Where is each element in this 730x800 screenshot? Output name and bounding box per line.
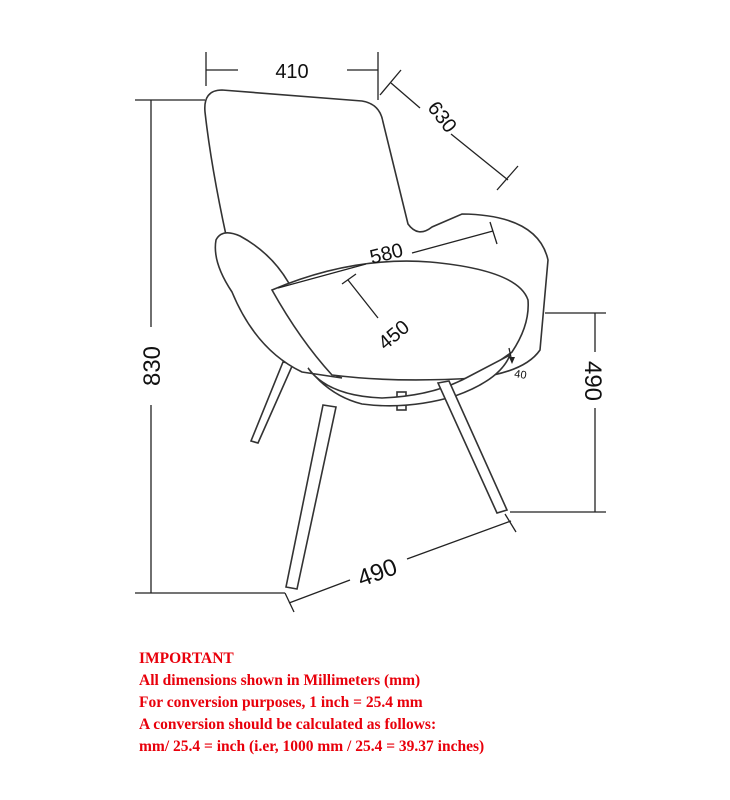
dimension-depth bbox=[380, 70, 518, 190]
dimension-top-width-label: 410 bbox=[275, 61, 309, 83]
dimension-seat-depth-label: 450 bbox=[374, 316, 414, 355]
front-left-leg bbox=[286, 405, 336, 589]
notes-line-units: All dimensions shown in Millimeters (mm) bbox=[139, 672, 421, 689]
important-notes bbox=[139, 648, 719, 758]
dimension-base-width-label: 490 bbox=[354, 553, 401, 593]
front-right-leg bbox=[438, 381, 507, 513]
notes-line-calculation: A conversion should be calculated as follows: bbox=[139, 716, 437, 733]
dimension-total-height-label: 830 bbox=[139, 345, 166, 387]
dimension-depth-label: 630 bbox=[422, 97, 461, 138]
dimension-base-width bbox=[285, 514, 516, 612]
notes-line-formula: mm/ 25.4 = inch (i.er, 1000 mm / 25.4 = 39.37 inches) bbox=[139, 738, 485, 755]
notes-heading: IMPORTANT bbox=[139, 650, 234, 667]
notes-line-conversion: For conversion purposes, 1 inch = 25.4 mm bbox=[139, 694, 423, 711]
back-left-leg bbox=[251, 362, 293, 443]
dimension-arm-width-label: 580 bbox=[367, 239, 406, 269]
dimension-seat-thickness-label: 40 bbox=[513, 368, 528, 382]
dimension-seat-height-label: 490 bbox=[579, 360, 606, 402]
